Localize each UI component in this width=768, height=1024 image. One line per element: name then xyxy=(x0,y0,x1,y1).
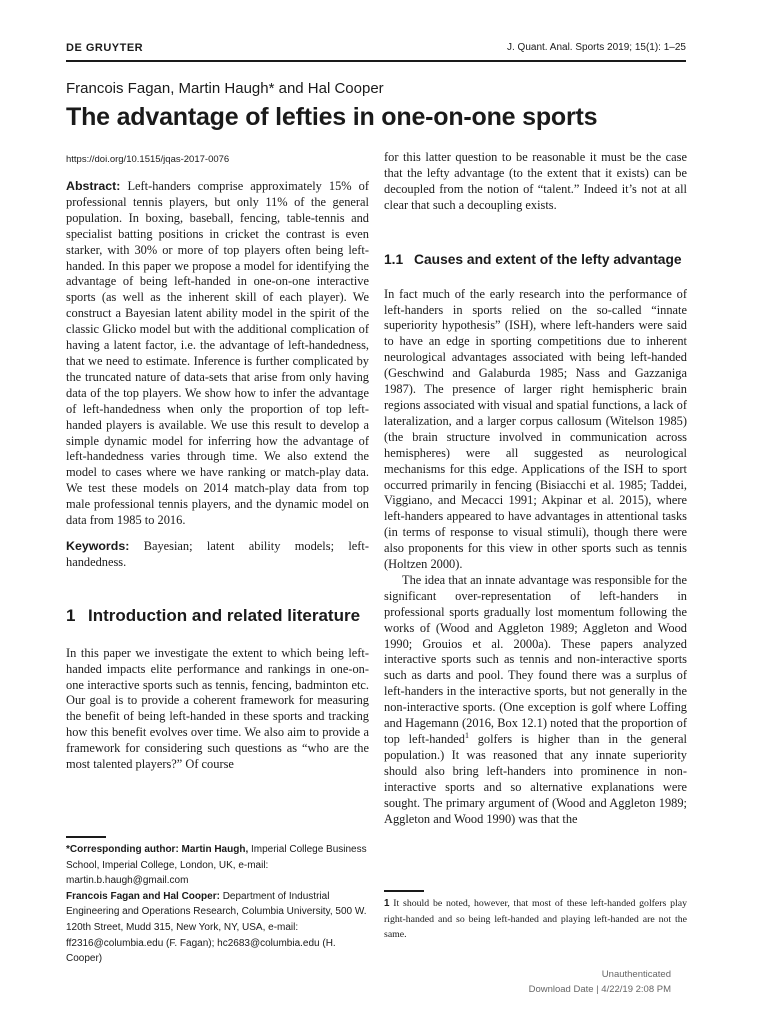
footnote-number: 1 xyxy=(384,898,390,909)
right-column xyxy=(384,150,687,827)
corresponding-author-note xyxy=(66,842,369,889)
access-watermark: Unauthenticated xyxy=(601,969,671,980)
doi-link[interactable]: https://doi.org/10.1515/jqas-2017-0076 xyxy=(66,154,230,165)
keywords-label: Keywords: xyxy=(66,538,130,553)
footnote xyxy=(384,890,687,943)
footnote-rule xyxy=(384,890,424,892)
corresponding-author-label: *Corresponding author: Martin Haugh, xyxy=(66,844,249,855)
subsection-title: Causes and extent of the lefty advantage xyxy=(414,251,682,267)
publisher-name: DE GRUYTER xyxy=(66,42,144,54)
coauthors-label: Francois Fagan and Hal Cooper: xyxy=(66,890,220,902)
author-list: Francois Fagan, Martin Haugh* and Hal Cooper xyxy=(66,80,384,97)
footnote-marker[interactable]: 1 xyxy=(464,730,469,740)
body-paragraph: In fact much of the early research into the performance of left-handers in sports relied on the so-called “innate superiority hypothesis” (ISH), where left-handers were said to have an edge in sporting competitions due to inherent neurological advantages associated with being left-handed (Geschwind and Galaburda 1985; Nass and Gazzaniga 1987). The presence of larger right hemispheric brain regions associated with visual and spatial functions, a lack of lateralization, and a larger corpus callosum (Witelson 1985) (the brain structure involved in communication across hemispheres) were all suggested as neurological mechanisms for this edge. Applications of the ISH to sport occurred primarily in fencing (Bisiacchi et al. 1985; Taddei, Viggiano, and Mecacci 1991; Akpinar et al. 2015), where left-handers appeared to have advantages in attentional tasks (in terms of response to visual stimuli), though there were also proponents for this view in other sports such as tennis (Holtzen 2000). xyxy=(384,286,687,572)
download-date: Download Date | 4/22/19 2:08 PM xyxy=(528,984,671,995)
keywords xyxy=(66,539,369,571)
paragraph-text: The idea that an innate advantage was responsible for the significant over-representation of left-handers in professional sports gradually lost momentum following the works of (Wood and Aggleton 1989; Aggleton and Wood 1990; Grouios et al. 2000a). These papers analyzed interactive sports such as tennis and non-interactive sports such as darts and pool. They found there was a surplus of left-handers in the interactive sports, but not generally in the non-interactive sports. (One exception is golf where Loffing and Hagemann (2016, Box 12.1) noted that the proportion of top left-handed xyxy=(384,572,687,746)
body-paragraph xyxy=(384,573,687,828)
section-title: Introduction and related literature xyxy=(88,605,361,625)
continuation-paragraph: for this latter question to be reasonable it must be the case that the lefty advantage (to the extent that it exists) can be decoupled from the notion of “talent.” Indeed it’s not at all clear that such a decoupling exists. xyxy=(384,150,687,212)
paragraph-text: golfers is higher than in the general population.) It was reasoned that any innate superiority should also bring left-handers into prominence in non-interactive sports and so alternative explanations were sought. The primary argument of (Wood and Aggleton 1989; Aggleton and Wood 1990) was that the xyxy=(384,732,687,826)
intro-paragraph: In this paper we investigate the extent to which being left-handed impacts elite performance and rankings in one-on-one interactive sports such as tennis, fencing, badminton etc. Our goal is to provide a coherent framework for measuring the benefit of being left-handed in these sports and tracking how this benefit evolves over time. We also aim to provide a framework for considering such questions as “who are the most talented players?” Of course xyxy=(66,645,369,772)
coauthors-text: Department of Industrial Engineering and Operations Research, Columbia University, 500 W. 120th Street, Mudd 315, New York, NY, USA, e-mail: ff2316@columbia.edu (F. Fagan); hc2683@columbia.edu (H. Cooper) xyxy=(66,890,367,965)
abstract xyxy=(66,179,369,529)
abstract-text: Left-handers comprise approximately 15% of professional tennis players, but only 11% of the general population. In boxing, baseball, fencing, table-tennis and specialist batting positions in cricket the contrast is even starker, with 30% or more of top players often being left-handed. In this paper we propose a model for identifying the advantage of being left-handed in one-on-one interactive sports (as well as the inherent skill of each player). We construct a Bayesian latent ability model in the spirit of the classic Glicko model but with the additional complication of having a latent factor, i.e. the advantage of left-handedness, that we need to estimate. Inference is further complicated by the truncated nature of data-sets that arise from only having data of the top players. We show how to infer the advantage of left-handedness when only the proportion of top left-handed players is available. We use this result to develop a simple dynamic model for inferring how the advantage of left-handedness varies through time. We also extend the model to cases where we have ranking or match-play data. We test these models on 2014 match-play data from top male professional tennis players, and the dynamic model on data from 1985 to 2016. xyxy=(66,179,369,528)
section-number: 1 xyxy=(66,605,76,625)
header-rule xyxy=(66,60,686,62)
footnote-rule xyxy=(66,836,106,838)
left-column xyxy=(66,150,369,773)
footnote-text: It should be noted, however, that most of these left-handed golfers play right-handed and so being left-handed and playing left-handed are not the same. xyxy=(384,898,688,940)
author-footnote xyxy=(66,836,369,967)
corresponding-author-text: Imperial College Business School, Imperial College, London, UK, e-mail: martin.b.haugh@gmail.com xyxy=(66,844,367,887)
footnote-text-block xyxy=(384,896,687,943)
coauthors-note xyxy=(66,889,369,967)
abstract-label: Abstract: xyxy=(66,179,121,193)
subsection-number: 1.1 xyxy=(384,251,404,267)
section-heading xyxy=(66,603,369,628)
keywords-text: Bayesian; latent ability models; left-handedness. xyxy=(66,538,369,569)
paper-title: The advantage of lefties in one-on-one sports xyxy=(66,103,598,131)
journal-citation: J. Quant. Anal. Sports 2019; 15(1): 1–25 xyxy=(506,42,686,53)
subsection-heading xyxy=(384,252,687,267)
